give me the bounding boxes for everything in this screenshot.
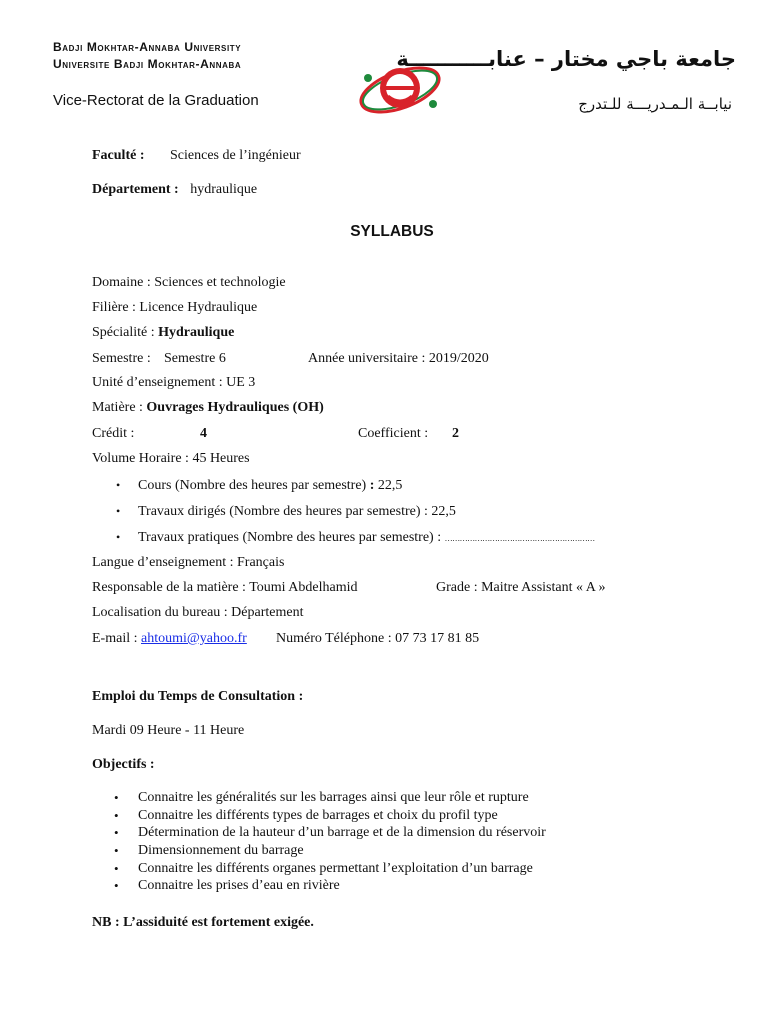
- langue-line: Langue d’enseignement : Français: [92, 555, 285, 570]
- nb-note: NB : L’assiduité est fortement exigée.: [92, 915, 314, 930]
- filiere-line: Filière : Licence Hydraulique: [92, 300, 258, 315]
- matiere-label: Matière :: [92, 400, 147, 415]
- coefficient-value: 2: [452, 426, 459, 441]
- faculty-label: Faculté :: [92, 148, 145, 163]
- objectifs-list: [92, 789, 546, 895]
- cours-value: 22,5: [374, 478, 403, 493]
- annee-label: Année universitaire :: [308, 351, 426, 366]
- cours-label: Cours (Nombre des heures par semestre): [138, 478, 370, 493]
- semestre-label: Semestre :: [92, 351, 151, 366]
- department-label: Département :: [92, 182, 179, 197]
- coefficient-label: Coefficient :: [358, 426, 429, 441]
- university-name-fr: Universite Badji Mokhtar-Annaba: [53, 57, 242, 71]
- annee-line: [308, 351, 489, 367]
- semestre-value: Semestre 6: [164, 351, 226, 366]
- localisation-line: Localisation du bureau : Département: [92, 605, 304, 620]
- consultation-schedule: Mardi 09 Heure - 11 Heure: [92, 723, 245, 738]
- annee-value: 2019/2020: [428, 351, 489, 366]
- email-line: [92, 631, 247, 647]
- faculty-value: Sciences de l’ingénieur: [170, 148, 301, 163]
- td-line: Travaux dirigés (Nombre des heures par semestre) : 22,5: [138, 504, 456, 519]
- specialite-label: Spécialité :: [92, 325, 159, 340]
- matiere-line: [92, 400, 324, 416]
- cours-line: [138, 478, 402, 494]
- specialite-value: Hydraulique: [158, 325, 235, 340]
- unite-line: Unité d’enseignement : UE 3: [92, 375, 256, 390]
- objectif-item: • Dimensionnement du barrage: [92, 842, 546, 860]
- university-name-ar: جامعة باجي مختار – عنابـــــــــــة: [396, 47, 736, 71]
- email-link[interactable]: ahtoumi@yahoo.fr: [141, 631, 247, 646]
- objectif-item: • Détermination de la hauteur d’un barrage et de la dimension du réservoir: [92, 824, 546, 842]
- bullet-icon: •: [116, 530, 121, 544]
- tp-line: [138, 530, 595, 546]
- telephone-line: Numéro Téléphone : 07 73 17 81 85: [276, 631, 480, 646]
- department-value: hydraulique: [190, 182, 258, 197]
- cours-colon: :: [369, 478, 375, 493]
- domaine-line: Domaine : Sciences et technologie: [92, 275, 286, 290]
- grade-line: Grade : Maitre Assistant « A »: [436, 580, 606, 595]
- email-label: E-mail :: [92, 631, 141, 646]
- credit-label: Crédit :: [92, 426, 135, 441]
- tp-label: Travaux pratiques (Nombre des heures par semestre) :: [138, 530, 445, 545]
- faculty-row: [92, 148, 301, 164]
- objectif-item: • Connaitre les différents types de barrages et choix du profil type: [92, 807, 546, 825]
- volume-line: Volume Horaire : 45 Heures: [92, 451, 250, 466]
- vice-rectorat-ar: نيابــة الـمـدريـــة للـتدرج: [578, 95, 732, 113]
- objectif-item: • Connaitre les prises d’eau en rivière: [92, 877, 546, 895]
- consultation-heading: Emploi du Temps de Consultation :: [92, 689, 304, 704]
- objectifs-heading: Objectifs :: [92, 757, 155, 772]
- department-row: [92, 182, 257, 198]
- objectif-item: • Connaitre les généralités sur les barrages ainsi que leur rôle et rupture: [92, 789, 546, 807]
- specialite-line: [92, 325, 234, 341]
- vice-rectorat-title: Vice-Rectorat de la Graduation: [53, 92, 259, 109]
- credit-value: 4: [200, 426, 207, 441]
- bullet-icon: •: [116, 504, 121, 518]
- tp-dots: ……………………………………………………: [444, 534, 595, 543]
- objectif-item: • Connaitre les différents organes permettant l’exploitation d’un barrage: [92, 860, 546, 878]
- university-name-en: Badji Mokhtar-Annaba University: [53, 40, 242, 54]
- page-title: SYLLABUS: [350, 223, 434, 240]
- responsable-line: Responsable de la matière : Toumi Abdelhamid: [92, 580, 358, 595]
- bullet-icon: •: [116, 478, 121, 492]
- matiere-value: Ouvrages Hydrauliques (OH): [146, 400, 324, 415]
